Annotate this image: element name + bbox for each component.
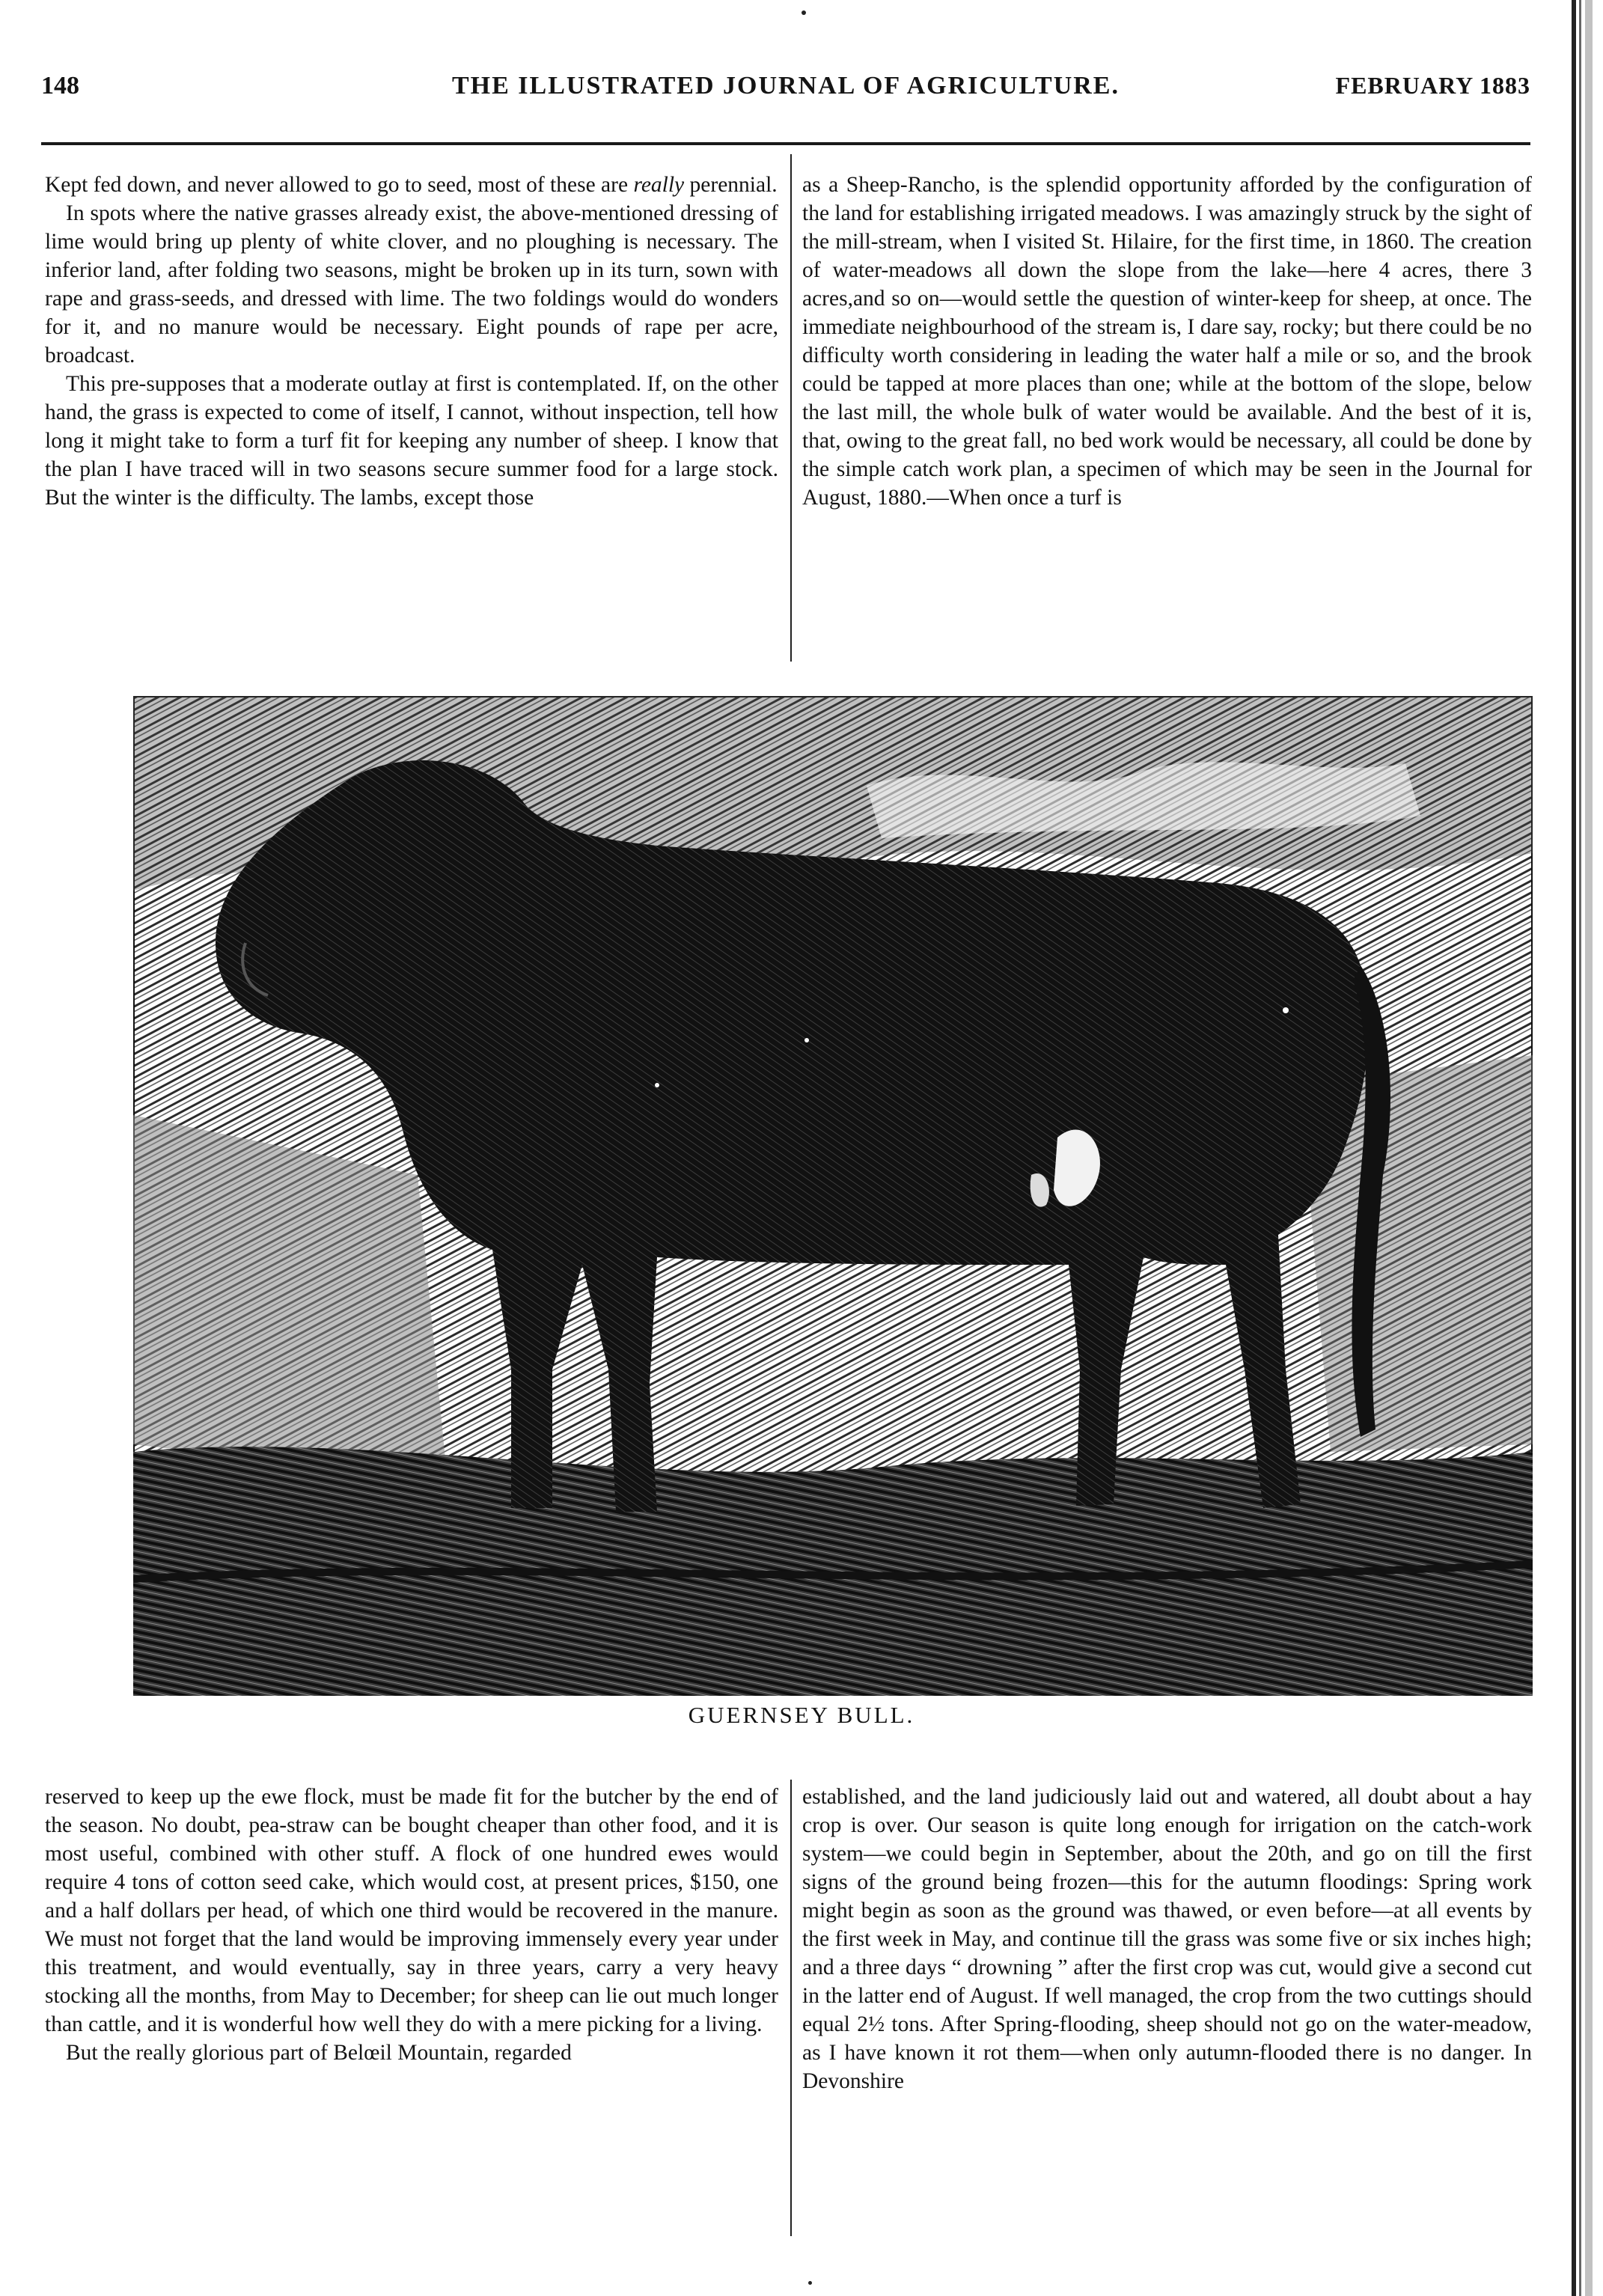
- paragraph: reserved to keep up the ewe flock, must be made fit for the butcher by the end of the season. No doubt, pea-straw can be bought cheaper than other food, and it is most useful, combined with other stuff. A flock of one hundred ewes would require 4 tons of cotton seed cake, which would cost, at present prices, $150, one and a half dollars per head, of which one third would be recovered in the manure. We must not forget that the land would be improving immensely every year under this treatment, and would eventually, say in three years, carry a very heavy stocking all the months, from May to December; for sheep can lie out much longer than cattle, and it is wonderful how well they do with a mere picking for a living.: [45, 1785, 778, 2036]
- paragraph: But the really glorious part of Belœil Mountain, regarded: [66, 2041, 572, 2065]
- bull-engraving: [133, 696, 1533, 1696]
- page-header: [41, 72, 1530, 117]
- binding-edge: [1567, 0, 1603, 2296]
- paragraph: established, and the land judiciously laid out and watered, all doubt about a hay crop is over. Our season is quite long enough for irrigation on the catch-work system—we could begin in September, about the 20th, and go on till the first signs of the ground being frozen—this for the autumn floodings: Spring work might begin as soon as the ground was thawed, or even before—at all events by the first week in May, and continue till the grass was some five or six inches high; and a three days “ drowning ” after the first crop was cut, would give a second cut in the latter end of August. If well managed, the crop from the two cuttings should equal 2½ tons. After Spring-flooding, sheep should not go on the water-meadow, as I have known it rot them—when only autumn-flooded there is no danger. In Devonshire: [802, 1785, 1532, 2093]
- column-bottom-right: [802, 1783, 1532, 2095]
- issue-date: FEBRUARY 1883: [1335, 72, 1530, 99]
- column-divider: [790, 1780, 792, 2236]
- column-top-left: [45, 171, 778, 512]
- column-bottom-left: [45, 1783, 778, 2067]
- paragraph: This pre-supposes that a moderate outlay at first is contemplated. If, on the other hand, the grass is expected to come of itself, I cannot, without inspection, tell how long it might take to form a turf fit for keeping any number of sheep. I know that the plan I have traced will in two seasons secure summer food for a large stock. But the winter is the difficulty. The lambs, except those: [45, 372, 778, 510]
- print-speck: [808, 2281, 812, 2285]
- emphasis: really: [633, 173, 685, 197]
- journal-title: THE ILLUSTRATED JOURNAL OF AGRICULTURE.: [452, 72, 1120, 100]
- header-rule: [41, 142, 1530, 145]
- page-number: 148: [41, 72, 79, 100]
- column-divider: [790, 154, 792, 662]
- column-top-right: [802, 171, 1532, 512]
- print-speck: [802, 10, 806, 15]
- text-run: perennial.: [689, 173, 778, 197]
- paragraph: as a Sheep-Rancho, is the splendid opportunity afforded by the configuration of the land for establishing irrigated meadows. I was amazingly struck by the sight of the mill-stream, when I visited St. Hilaire, for the first time, in 1860. The creation of water-meadows all down the slope from the lake—here 4 acres, there 3 acres,and so on—would settle the question of winter-keep for sheep, at once. The immediate neighbourhood of the stream is, I dare say, rocky; but there could be no difficulty worth considering in leading the water half a mile or so, and the brook could be tapped at more places than one; while at the bottom of the slope, below the last mill, the whole bulk of water would be available. And the best of it is, that, owing to the great fall, no bed work would be necessary, all could be done by the simple catch work plan, a specimen of which may be seen in the Journal for August, 1880.—When once a turf is: [802, 173, 1532, 510]
- paragraph: [45, 171, 778, 199]
- text-run: Kept fed down, and never allowed to go to seed, most of these are: [45, 173, 629, 197]
- paragraph: In spots where the native grasses already exist, the above-mentioned dressing of lime would bring up plenty of white clover, and no ploughing is necessary. The inferior land, after folding two seasons, might be broken up in its turn, sown with rape and grass-seeds, and dressed with lime. The two foldings would do wonders for it, and no manure would be necessary. Eight pounds of rape per acre, broadcast.: [45, 201, 778, 367]
- figure-caption: GUERNSEY BULL.: [688, 1702, 915, 1728]
